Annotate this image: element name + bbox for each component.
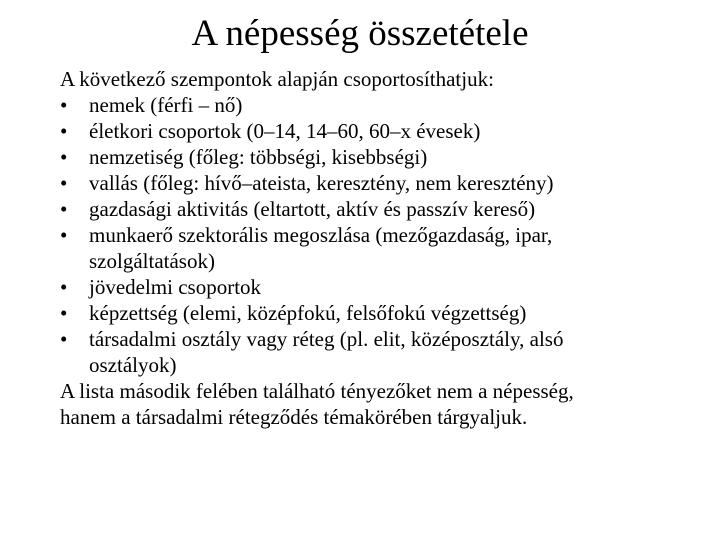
list-item-text: gazdasági aktivitás (eltartott, aktív és passzív kereső) [89, 197, 536, 221]
bullet-icon: • [60, 301, 68, 325]
list-item-text-continued: osztályok) [89, 353, 177, 377]
bullet-icon: • [60, 197, 68, 221]
list-item-text: nemzetiség (főleg: többségi, kisebbségi) [89, 145, 428, 169]
slide-title: A népesség összetétele [191, 13, 529, 54]
bullet-list [60, 92, 680, 378]
closing-text-line: A lista második felében található tényezőket nem a népesség, [60, 379, 574, 403]
closing-text-line: hanem a társadalmi rétegződés témakörében tárgyaljuk. [60, 405, 528, 429]
bullet-icon: • [60, 223, 68, 247]
list-item [60, 326, 680, 378]
bullet-icon: • [60, 171, 68, 195]
list-item-text: vallás (főleg: hívő–ateista, keresztény, nem keresztény) [89, 171, 554, 195]
list-item-text: képzettség (elemi, középfokú, felsőfokú végzettség) [89, 301, 527, 325]
list-item-text: nemek (férfi – nő) [89, 93, 243, 117]
list-item-text: munkaerő szektorális megoszlása (mezőgazdaság, ipar, [89, 223, 553, 247]
list-item-text-continued: szolgáltatások) [89, 249, 215, 273]
list-item [60, 300, 680, 326]
list-item-text: jövedelmi csoportok [89, 275, 262, 299]
bullet-icon: • [60, 275, 68, 299]
bullet-icon: • [60, 119, 68, 143]
list-item [60, 144, 680, 170]
bullet-icon: • [60, 93, 68, 117]
list-item [60, 222, 680, 274]
slide-body [60, 66, 680, 430]
bullet-icon: • [60, 145, 68, 169]
list-item-text: társadalmi osztály vagy réteg (pl. elit, középosztály, alsó [89, 327, 564, 351]
intro-text: A következő szempontok alapján csoportosíthatjuk: [60, 67, 494, 91]
bullet-icon: • [60, 327, 68, 351]
list-item [60, 170, 680, 196]
list-item [60, 92, 680, 118]
list-item-text: életkori csoportok (0–14, 14–60, 60–x évesek) [89, 119, 481, 143]
list-item [60, 274, 680, 300]
list-item [60, 196, 680, 222]
list-item [60, 118, 680, 144]
